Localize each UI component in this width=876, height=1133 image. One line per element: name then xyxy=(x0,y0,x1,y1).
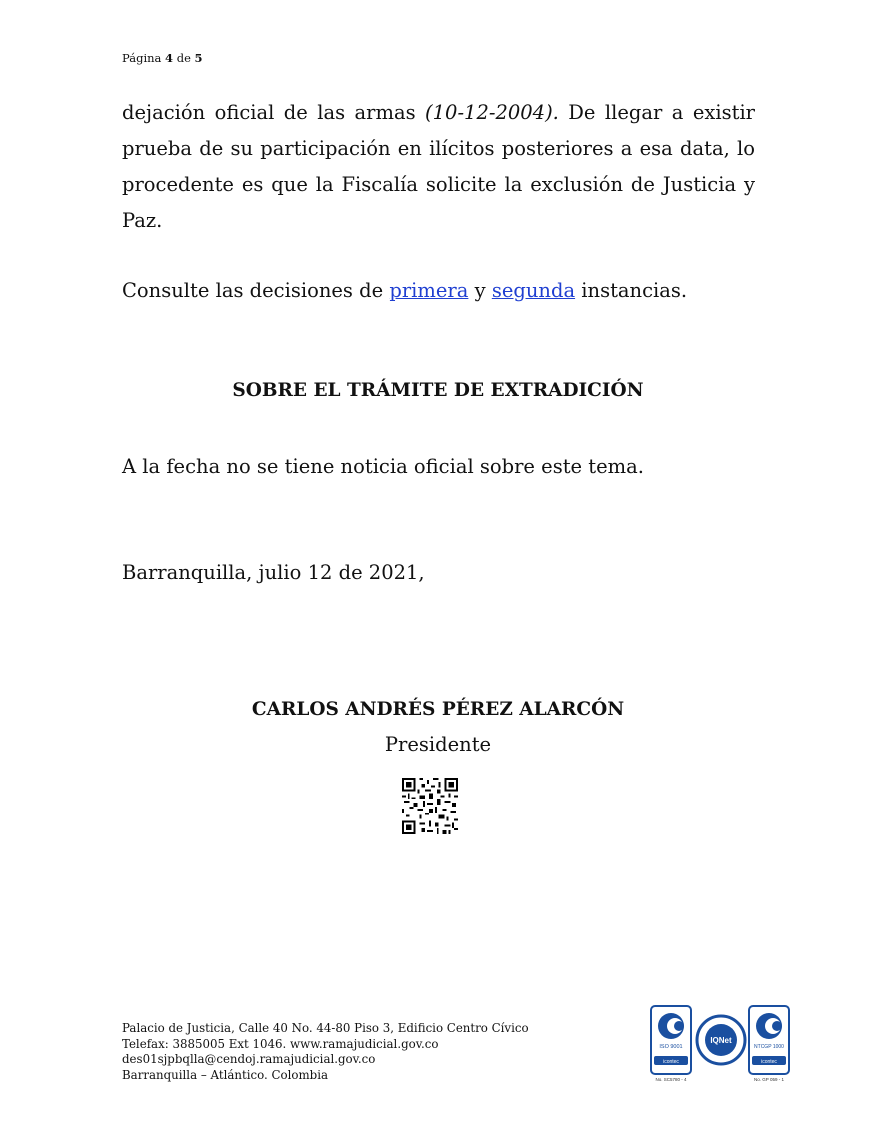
footer-line-address: Palacio de Justicia, Calle 40 No. 44-80 Piso 3, Edificio Centro Cívico xyxy=(122,1021,529,1035)
ntcgp-1000-logo xyxy=(749,1006,789,1082)
signer-name: CARLOS ANDRÉS PÉREZ ALARCÓN xyxy=(251,699,625,720)
para2-mid: y xyxy=(468,279,492,302)
qr-code-icon xyxy=(402,778,458,834)
iso-9001-logo xyxy=(651,1006,691,1082)
iso-9001-label: ISO 9001 xyxy=(659,1044,683,1050)
paragraph-disarmament xyxy=(122,95,755,239)
para1-text: dejación oficial de las armas xyxy=(122,101,426,124)
page-number xyxy=(122,51,203,65)
iqnet-label: IQNet xyxy=(710,1036,732,1045)
para2-end: instancias. xyxy=(575,279,688,302)
iso-9001-number: No. SC5780 - 4 xyxy=(655,1077,687,1082)
ntcgp-label: NTCGP 1000 xyxy=(754,1044,784,1050)
signer-role: Presidente xyxy=(384,733,492,756)
closing-date: Barranquilla, julio 12 de 2021, xyxy=(122,561,425,584)
ntcgp-brand: icontec xyxy=(761,1059,777,1065)
page-current: 4 xyxy=(165,51,174,65)
page-total: 5 xyxy=(194,51,203,65)
para1-rest: De llegar a existir prueba de su participación en ilícitos posteriores a esa data, lo procedente es que la Fiscalía solicite la exclusión de Justicia y Paz. xyxy=(122,101,756,232)
section-heading: SOBRE EL TRÁMITE DE EXTRADICIÓN xyxy=(232,380,644,401)
footer-line-phone: Telefax: 3885005 Ext 1046. www.ramajudicial.gov.co xyxy=(122,1036,439,1051)
page-prefix: Página xyxy=(122,51,162,65)
iso-9001-brand: icontec xyxy=(663,1059,679,1065)
para1-date: (10-12-2004). xyxy=(425,101,559,124)
footer-line-city: Barranquilla – Atlántico. Colombia xyxy=(122,1067,329,1082)
paragraph-decisions xyxy=(122,273,755,309)
para2-text: Consulte las decisiones de xyxy=(122,279,390,302)
footer-line-email: des01sjpbqlla@cendoj.ramajudicial.gov.co xyxy=(122,1052,376,1066)
iqnet-logo xyxy=(697,1016,745,1064)
first-instance-link[interactable]: primera xyxy=(389,279,469,302)
footer-address xyxy=(122,1021,529,1083)
page-separator: de xyxy=(176,51,191,65)
second-instance-link[interactable]: segunda xyxy=(491,279,576,302)
ntcgp-number: No. GP 059 - 1 xyxy=(754,1077,784,1082)
paragraph-extradition: A la fecha no se tiene noticia oficial sobre este tema. xyxy=(122,455,644,478)
certification-logos xyxy=(650,1005,792,1087)
